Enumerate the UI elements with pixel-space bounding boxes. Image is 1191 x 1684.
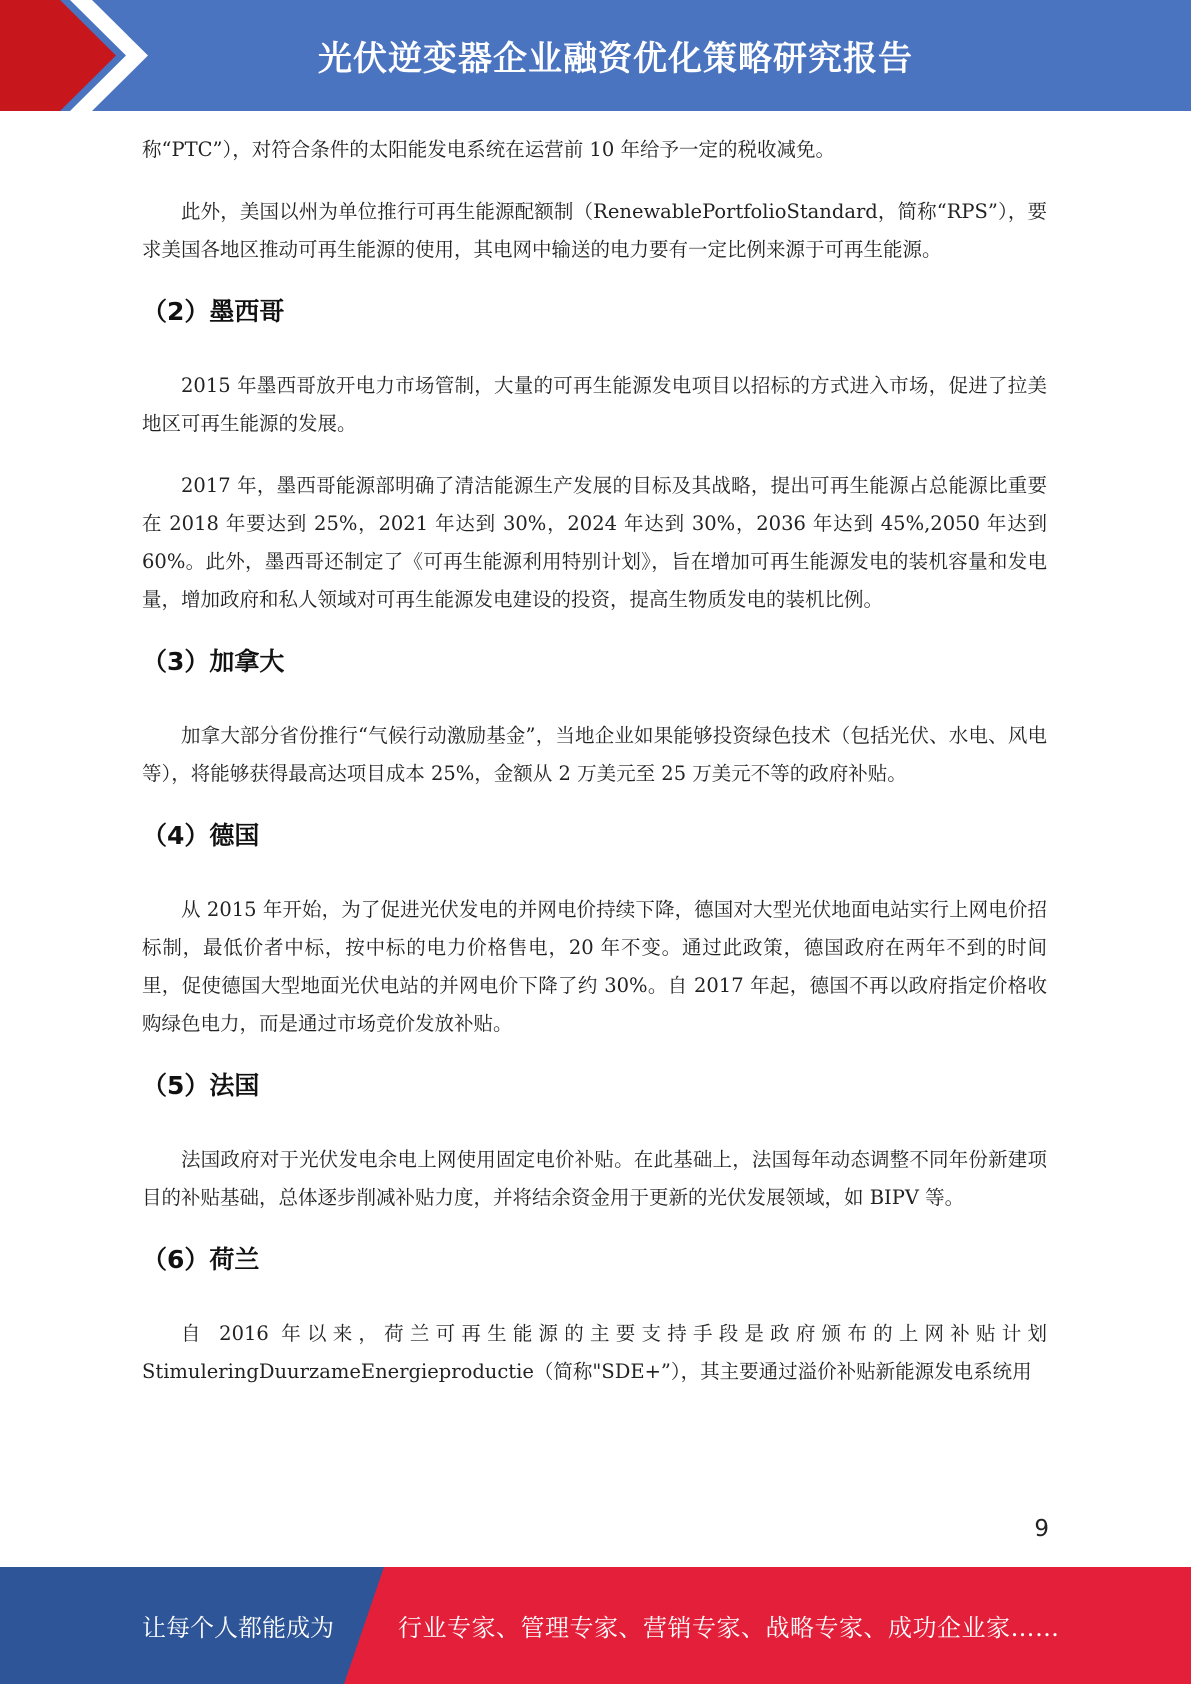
paragraph-netherlands: 自 2016 年以来，荷兰可再生能源的主要支持手段是政府颁布的上网补贴计划StimuleringDuurzameEnergieproductie（简称"SDE+”），其主要通过溢价补贴新能源发电系统用 xyxy=(142,1322,1047,1383)
section-heading-canada: （3）加拿大 xyxy=(142,647,285,676)
page-number: 9 xyxy=(1034,1516,1049,1542)
section-heading-france: （5）法国 xyxy=(142,1071,260,1100)
paragraph-rps: 此外，美国以州为单位推行可再生能源配额制（RenewablePortfolioStandard，简称“RPS”），要求美国各地区推动可再生能源的使用，其电网中输送的电力要有一定比例来源于可再生能源。 xyxy=(142,200,1047,261)
section-heading-netherlands: （6）荷兰 xyxy=(142,1245,260,1274)
paragraph-france: 法国政府对于光伏发电余电上网使用固定电价补贴。在此基础上，法国每年动态调整不同年份新建项目的补贴基础，总体逐步削减补贴力度，并将结余资金用于更新的光伏发展领域，如 BIPV 等。 xyxy=(142,1148,1047,1209)
paragraph-germany: 从 2015 年开始，为了促进光伏发电的并网电价持续下降，德国对大型光伏地面电站实行上网电价招标制，最低价者中标，按中标的电力价格售电，20 年不变。通过此政策，德国政府在两年不到的时间里，促使德国大型地面光伏电站的并网电价下降了约 30%。自 2017 年起，德国不再以政府指定价格收购绿色电力，而是通过市场竞价发放补贴。 xyxy=(142,898,1047,1035)
paragraph-mexico-2: 2017 年，墨西哥能源部明确了清洁能源生产发展的目标及其战略，提出可再生能源占总能源比重要在 2018 年要达到 25%，2021 年达到 30%，2024 年达到 30%，2036 年达到 45%,2050 年达到60%。此外，墨西哥还制定了《可再生能源利用特别计划》，旨在增加可再生能源发电的装机容量和发电量，增加政府和私人领域对可再生能源发电建设的投资，提高生物质发电的装机比例。 xyxy=(142,474,1047,611)
section-heading-mexico: （2）墨西哥 xyxy=(142,297,285,326)
page-footer-band xyxy=(0,1567,1191,1684)
document-body xyxy=(142,131,1047,1391)
page-header-band xyxy=(0,0,1191,111)
footer-slogan-right: 行业专家、管理专家、营销专家、战略专家、成功企业家…… xyxy=(398,1614,1060,1642)
footer-slogan-left: 让每个人都能成为 xyxy=(142,1614,334,1642)
report-title: 光伏逆变器企业融资优化策略研究报告 xyxy=(318,39,913,79)
paragraph-ptc: 称“PTC”），对符合条件的太阳能发电系统在运营前 10 年给予一定的税收减免。 xyxy=(142,138,835,161)
paragraph-canada: 加拿大部分省份推行“气候行动激励基金”，当地企业如果能够投资绿色技术（包括光伏、水电、风电等），将能够获得最高达项目成本 25%，金额从 2 万美元至 25 万美元不等的政府补贴。 xyxy=(142,724,1047,785)
section-heading-germany: （4）德国 xyxy=(142,821,260,850)
red-chevron-logo xyxy=(0,0,160,111)
paragraph-mexico-1: 2015 年墨西哥放开电力市场管制，大量的可再生能源发电项目以招标的方式进入市场，促进了拉美地区可再生能源的发展。 xyxy=(142,374,1047,435)
